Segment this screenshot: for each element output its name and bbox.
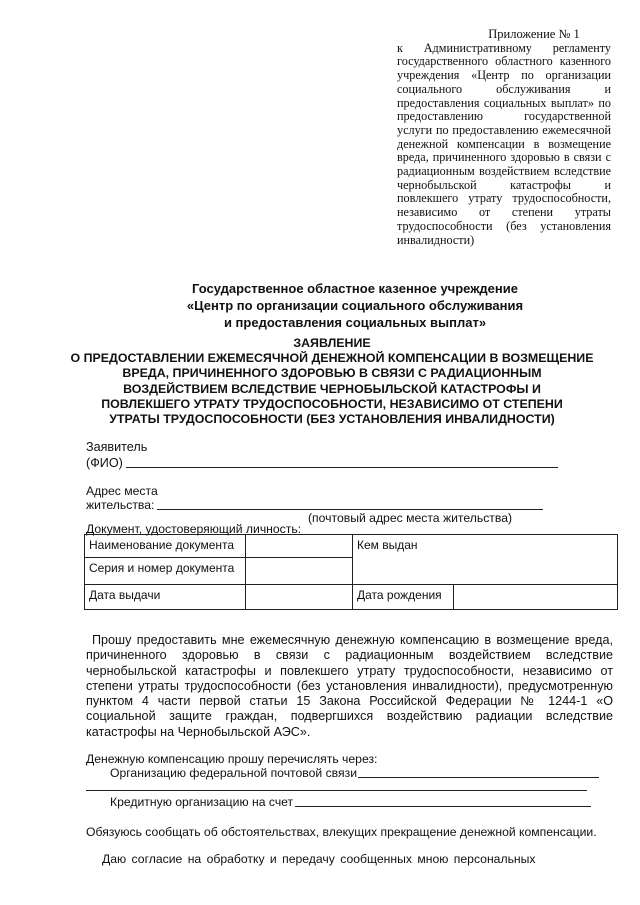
identity-doc-table <box>84 534 618 610</box>
applicant-fio-label: (ФИО) <box>86 456 123 470</box>
title-line-2: ВРЕДА, ПРИЧИНЕННОГО ЗДОРОВЬЮ В СВЯЗИ С РАДИАЦИОННЫМ <box>122 366 542 381</box>
birth-date-label: Дата рождения <box>353 585 454 610</box>
postal-field[interactable] <box>358 777 599 778</box>
address-field[interactable] <box>157 509 543 510</box>
address-label: Адрес места <box>86 484 158 498</box>
annex-text: к Административному регламенту государственного областного казенного учреждения «Центр по организации социального обслуживания и предоставления социальных выплат» по предоставлению государственной услуги по предоставлению ежемесячной денежной компенсации в возмещение вреда, причиненного здоровью в связи с радиационным воздействием вследствие чернобыльской катастрофы и повлекшего утрату трудоспособности, независимо от степени утраты трудоспособности (без установления инвалидности) <box>397 40 611 247</box>
organization-line-1: Государственное областное казенное учреждение <box>191 281 518 296</box>
document-title <box>42 336 622 427</box>
doc-name-label: Наименование документа <box>85 535 246 558</box>
credit-account-field[interactable] <box>295 806 591 807</box>
title-line-5: УТРАТЫ ТРУДОСПОСОБНОСТИ (БЕЗ УСТАНОВЛЕНИЯ ИНВАЛИДНОСТИ) <box>109 412 555 427</box>
series-label: Серия и номер документа <box>85 558 246 585</box>
title-heading: ЗАЯВЛЕНИЕ <box>293 336 371 350</box>
issue-date-label: Дата выдачи <box>85 585 246 610</box>
series-value[interactable] <box>246 558 353 585</box>
organization-line-2: «Центр по организации социального обслуживания <box>186 298 524 313</box>
postal-field-continuation[interactable] <box>86 790 587 791</box>
payment-credit-label: Кредитную организацию на счет <box>110 795 294 809</box>
birth-date-value[interactable] <box>454 585 618 610</box>
payment-postal-label: Организацию федеральной почтовой связи <box>110 766 357 780</box>
obligation-text: Обязуюсь сообщать об обстоятельствах, влекущих прекращение денежной компенсации. <box>86 825 597 839</box>
issued-by-label: Кем выдан <box>353 535 618 585</box>
title-line-3: ВОЗДЕЙСТВИЕМ ВСЛЕДСТВИЕ ЧЕРНОБЫЛЬСКОЙ КАТАСТРОФЫ И <box>123 381 541 396</box>
organization-block <box>140 280 570 331</box>
organization-line-3: и предоставления социальных выплат» <box>223 315 487 330</box>
annex-block <box>397 28 611 247</box>
annex-number: Приложение № 1 <box>488 27 580 41</box>
request-text: Прошу предоставить мне ежемесячную денежную компенсацию в возмещение вреда, причиненного здоровью в связи с радиационным воздействием вследствие чернобыльской катастрофы и повлекшего утрату трудоспособности, независимо от степени утраты трудоспособности (без установления инвалидности), предусмотренную пунктом 4 части первой статьи 15 Закона Российской Федерации № 1244-1 «О социальной защите граждан, подвергшихся воздействию радиации вследствие катастрофы на Чернобыльской АЭС». <box>86 633 613 739</box>
issue-date-value[interactable] <box>246 585 353 610</box>
doc-name-value[interactable] <box>246 535 353 558</box>
consent-text: Даю согласие на обработку и передачу сообщенных мною персональных <box>102 852 536 866</box>
applicant-fio-field[interactable] <box>126 467 558 468</box>
title-line-1: О ПРЕДОСТАВЛЕНИИ ЕЖЕМЕСЯЧНОЙ ДЕНЕЖНОЙ КОМПЕНСАЦИИ В ВОЗМЕЩЕНИЕ <box>70 351 594 366</box>
address-label-2: жительства: <box>86 498 155 512</box>
identity-doc-label: Документ, удостоверяющий личность: <box>86 522 302 536</box>
title-line-4: ПОВЛЕКШЕГО УТРАТУ ТРУДОСПОСОБНОСТИ, НЕЗАВИСИМО ОТ СТЕПЕНИ <box>101 396 563 411</box>
applicant-label: Заявитель <box>86 440 148 454</box>
address-hint: (почтовый адрес места жительства) <box>308 511 513 525</box>
payment-label: Денежную компенсацию прошу перечислять через: <box>86 752 378 766</box>
